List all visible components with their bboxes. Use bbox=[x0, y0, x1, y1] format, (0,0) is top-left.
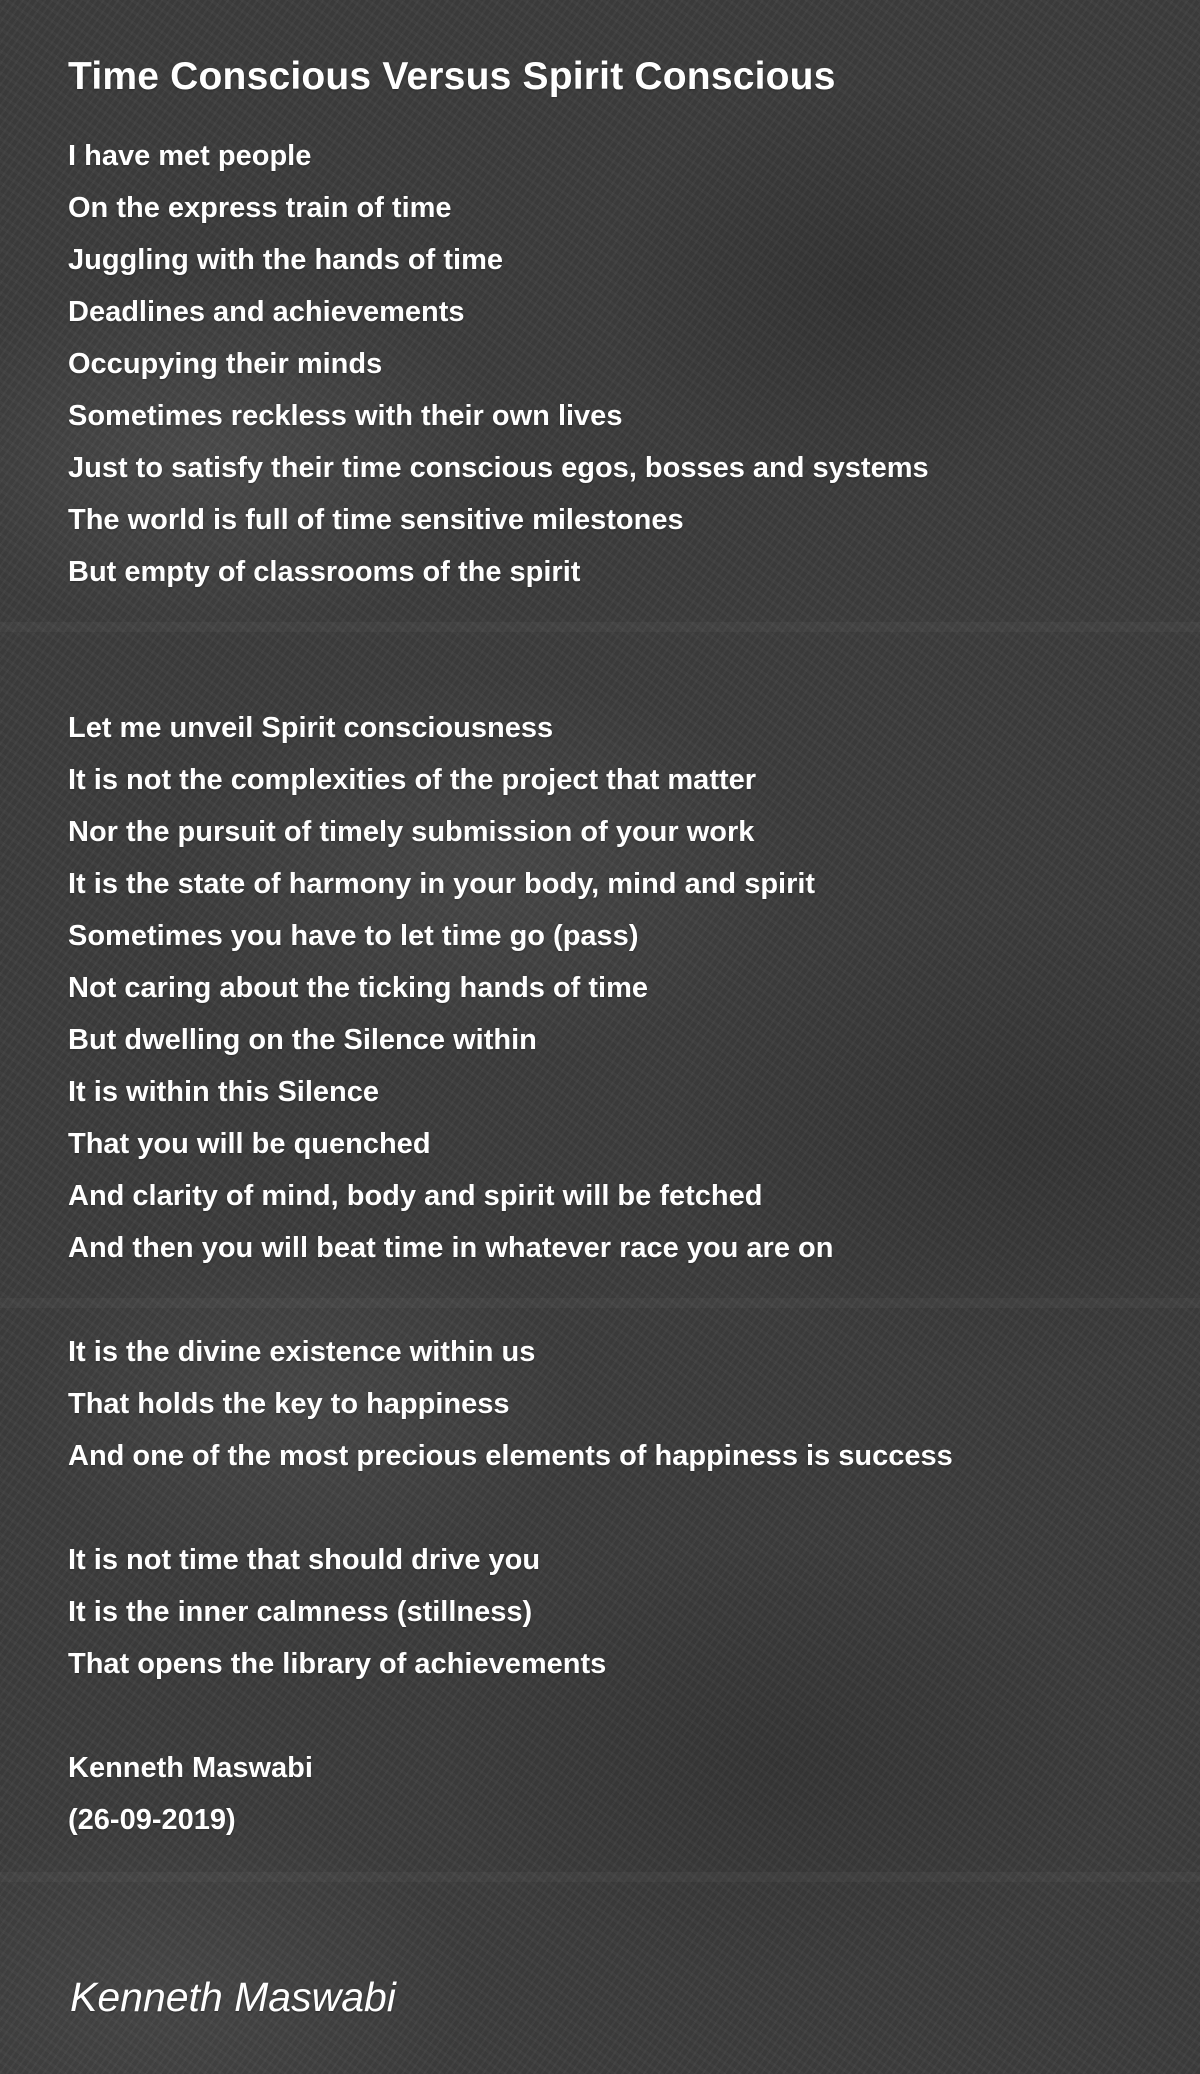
stanza-break bbox=[68, 650, 1200, 702]
poem-line: Just to satisfy their time conscious egos, bosses and systems bbox=[68, 452, 929, 484]
author-signature: Kenneth Maswabi bbox=[70, 1974, 396, 2020]
poem-line: That opens the library of achievements bbox=[68, 1648, 607, 1680]
poem-line: I have met people bbox=[68, 140, 312, 172]
poem-line: Occupying their minds bbox=[68, 348, 383, 380]
stanza-break bbox=[68, 1690, 1200, 1742]
poem-line: On the express train of time bbox=[68, 192, 452, 224]
poem-line: It is the state of harmony in your body, mind and spirit bbox=[68, 868, 816, 900]
poem-body bbox=[68, 130, 1200, 1846]
poem-line: Sometimes you have to let time go (pass) bbox=[68, 920, 639, 952]
poem-line: It is within this Silence bbox=[68, 1076, 379, 1108]
stanza-break bbox=[68, 1482, 1200, 1534]
poem-line: It is not time that should drive you bbox=[68, 1544, 541, 1576]
background-band bbox=[0, 1872, 1200, 1882]
poem-line: But empty of classrooms of the spirit bbox=[68, 556, 581, 588]
poem-line: But dwelling on the Silence within bbox=[68, 1024, 537, 1056]
stanza-break bbox=[68, 598, 1200, 650]
poem-line: That holds the key to happiness bbox=[68, 1388, 510, 1420]
poem-line: And then you will beat time in whatever race you are on bbox=[68, 1232, 834, 1264]
poem-line: It is the inner calmness (stillness) bbox=[68, 1596, 533, 1628]
poem-line: Juggling with the hands of time bbox=[68, 244, 503, 276]
poem-line: That you will be quenched bbox=[68, 1128, 431, 1160]
poem-line: Nor the pursuit of timely submission of your work bbox=[68, 816, 755, 848]
poem-line: Kenneth Maswabi bbox=[68, 1752, 313, 1784]
poem-line: And clarity of mind, body and spirit will be fetched bbox=[68, 1180, 763, 1212]
poem-line: Deadlines and achievements bbox=[68, 296, 465, 328]
poem-line: And one of the most precious elements of happiness is success bbox=[68, 1440, 953, 1472]
poem-line: The world is full of time sensitive milestones bbox=[68, 504, 684, 536]
poem-line: It is the divine existence within us bbox=[68, 1336, 536, 1368]
poem-title: Time Conscious Versus Spirit Conscious bbox=[68, 55, 836, 98]
poem-line: Let me unveil Spirit consciousness bbox=[68, 712, 554, 744]
poem-line: Not caring about the ticking hands of time bbox=[68, 972, 649, 1004]
poem-line: (26-09-2019) bbox=[68, 1804, 236, 1836]
poem-line: Sometimes reckless with their own lives bbox=[68, 400, 623, 432]
poem-line: It is not the complexities of the project that matter bbox=[68, 764, 757, 796]
stanza-break bbox=[68, 1274, 1200, 1326]
